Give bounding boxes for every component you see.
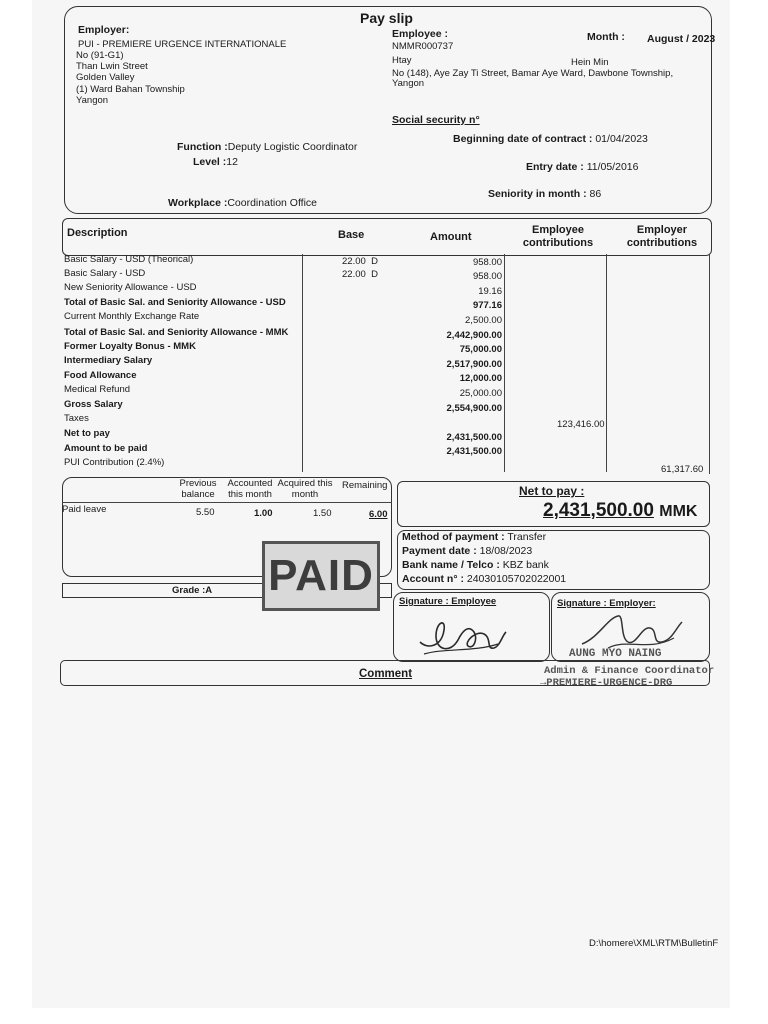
function-label: Function :	[177, 141, 228, 153]
leave-previous: 5.50	[196, 507, 215, 518]
grade-label: Grade :	[172, 585, 206, 596]
leave-header-previous: Previous balance	[179, 478, 217, 500]
signer-stamp-org: →PREMIERE-URGENCE-DRG	[540, 677, 673, 689]
employer-address-line: Yangon	[76, 95, 109, 106]
table-row-amount: 25,000.00	[459, 388, 502, 399]
paper-edge	[32, 1008, 730, 1024]
bank-name-label: Bank name / Telco :	[402, 559, 500, 571]
leave-header-remaining: Remaining	[342, 480, 388, 491]
employee-label: Employee :	[392, 28, 449, 40]
table-row-label: PUI Contribution (2.4%)	[64, 457, 165, 468]
grade-value: A	[205, 585, 213, 596]
leave-header-acquired: Acquired this month	[277, 478, 333, 500]
page-title: Pay slip	[360, 10, 413, 26]
employee-id: NMMR000737	[392, 41, 454, 52]
signer-stamp-name: AUNG MYO NAING	[569, 648, 662, 660]
level	[193, 156, 238, 168]
comment-label: Comment	[359, 668, 413, 680]
table-row-label: Intermediary Salary	[64, 355, 153, 366]
employer-address-line: (1) Ward Bahan Township	[76, 84, 185, 95]
column-divider	[709, 254, 710, 474]
table-row-label: Taxes	[64, 413, 89, 424]
table-row-label: Total of Basic Sal. and Seniority Allowance - USD	[64, 297, 286, 308]
leave-label: Paid leave	[62, 504, 107, 515]
function	[177, 141, 357, 153]
employee-signature-label: Signature : Employee	[399, 596, 497, 607]
level-label: Level :	[193, 156, 227, 168]
table-row-amount: 12,000.00	[459, 373, 502, 384]
table-row-label: Current Monthly Exchange Rate	[64, 311, 200, 322]
account-number	[402, 573, 566, 585]
bank-name-value: KBZ bank	[502, 559, 549, 571]
taxes-employee-contribution: 123,416.00	[557, 419, 605, 430]
table-row-label: Medical Refund	[64, 384, 131, 395]
table-row-label: Former Loyalty Bonus - MMK	[64, 341, 196, 352]
employer-label: Employer:	[78, 24, 130, 36]
employer-address-line: Than Lwin Street	[76, 61, 148, 72]
employer-name: PUI - PREMIERE URGENCE INTERNATIONALE	[78, 39, 287, 50]
leave-header-accounted: Accounted this month	[227, 478, 273, 500]
column-divider	[606, 254, 607, 472]
signer-stamp-role: Admin & Finance Coordinator	[544, 665, 715, 677]
employee-last-name: Hein Min	[571, 57, 609, 68]
employee-first-name: Htay	[392, 55, 412, 66]
seniority-value: 86	[589, 188, 602, 200]
net-to-pay-value: 2,431,500.00	[543, 500, 654, 521]
footer-file-path: D:\homere\XML\RTM\BulletinF	[589, 938, 719, 949]
table-row-amount: 2,442,900.00	[446, 330, 502, 341]
column-divider	[504, 254, 505, 472]
table-row-label: Gross Salary	[64, 399, 123, 410]
paid-stamp-text: PAID	[268, 551, 374, 600]
payment-date-value: 18/08/2023	[479, 545, 533, 557]
table-row-label: Total of Basic Sal. and Seniority Allowance - MMK	[64, 327, 289, 338]
table-row-amount: 19.16	[478, 286, 502, 297]
payment-date-label: Payment date :	[402, 545, 477, 557]
table-row-amount: 2,554,900.00	[446, 403, 502, 414]
employer-address-line: No (91-G1)	[76, 50, 124, 61]
employee-address-line: Yangon	[392, 78, 425, 89]
column-divider	[302, 254, 303, 472]
bank-name	[402, 559, 549, 571]
table-row-amount: 977.16	[472, 300, 502, 311]
month-label: Month :	[587, 31, 625, 43]
account-number-label: Account n° :	[402, 573, 464, 585]
table-header-box	[62, 218, 712, 256]
table-row-base	[342, 256, 378, 267]
header-employee-contributions: Employee contributions	[522, 224, 594, 249]
leave-divider	[62, 502, 392, 503]
contract-begin-value: 01/04/2023	[595, 133, 648, 145]
employee-address-line: No (148), Aye Zay Ti Street, Bamar Aye Ward, Dawbone Township,	[392, 68, 674, 79]
level-value: 12	[226, 156, 238, 168]
contract-begin	[453, 133, 648, 145]
account-number-value: 24030105702022001	[466, 573, 567, 585]
seniority-label: Seniority in month :	[488, 188, 587, 200]
employer-signature-label: Signature : Employer:	[557, 598, 656, 609]
table-row-label: Food Allowance	[64, 370, 137, 381]
entry-date	[526, 161, 638, 173]
table-row-base	[342, 269, 378, 280]
entry-date-label: Entry date :	[526, 161, 584, 173]
leave-accounted: 1.00	[254, 508, 273, 519]
table-row-label: New Seniority Allowance - USD	[64, 282, 197, 293]
header-base: Base	[338, 229, 365, 241]
net-to-pay-currency: MMK	[659, 503, 698, 520]
table-row-amount: 958.00	[472, 257, 502, 268]
table-row-amount: 958.00	[472, 271, 502, 282]
header-employer-contributions: Employer contributions	[626, 224, 698, 249]
month-value: August / 2023	[647, 33, 716, 45]
grade	[172, 585, 212, 596]
social-security-label: Social security n°	[392, 114, 480, 126]
function-value: Deputy Logistic Coordinator	[227, 141, 358, 153]
paid-stamp	[262, 541, 380, 611]
table-row-label: Basic Salary - USD	[64, 268, 146, 279]
leave-remaining: 6.00	[369, 509, 388, 520]
base-unit: D	[371, 269, 378, 280]
payment-date	[402, 545, 532, 557]
header-amount: Amount	[430, 231, 472, 243]
workplace-value: Coordination Office	[227, 197, 318, 209]
table-row-amount: 2,431,500.00	[446, 432, 502, 443]
employer-address-line: Golden Valley	[76, 72, 135, 83]
entry-date-value: 11/05/2016	[586, 161, 639, 173]
table-row-amount: 2,431,500.00	[446, 446, 502, 457]
table-row-label: Basic Salary - USD (Theorical)	[64, 254, 194, 265]
table-row-amount: 2,500.00	[465, 315, 502, 326]
base-unit: D	[371, 256, 378, 267]
seniority	[488, 188, 601, 200]
leave-acquired: 1.50	[313, 508, 332, 519]
payment-method	[402, 531, 546, 543]
workplace	[168, 197, 317, 209]
base-value: 22.00	[342, 269, 366, 280]
payment-method-value: Transfer	[507, 531, 547, 543]
net-to-pay-label: Net to pay :	[519, 484, 585, 498]
net-to-pay-amount	[543, 500, 697, 522]
table-row-amount: 75,000.00	[459, 344, 502, 355]
table-row-label: Net to pay	[64, 428, 110, 439]
workplace-label: Workplace :	[168, 197, 228, 209]
contract-begin-label: Beginning date of contract :	[453, 133, 593, 145]
table-row-label: Amount to be paid	[64, 443, 148, 454]
employee-signature-scribble	[414, 610, 510, 660]
table-row-amount: 2,517,900.00	[446, 359, 502, 370]
payment-method-label: Method of payment :	[402, 531, 505, 543]
pui-employer-contribution: 61,317.60	[661, 464, 704, 475]
base-value: 22.00	[342, 256, 366, 267]
header-description: Description	[67, 227, 128, 239]
